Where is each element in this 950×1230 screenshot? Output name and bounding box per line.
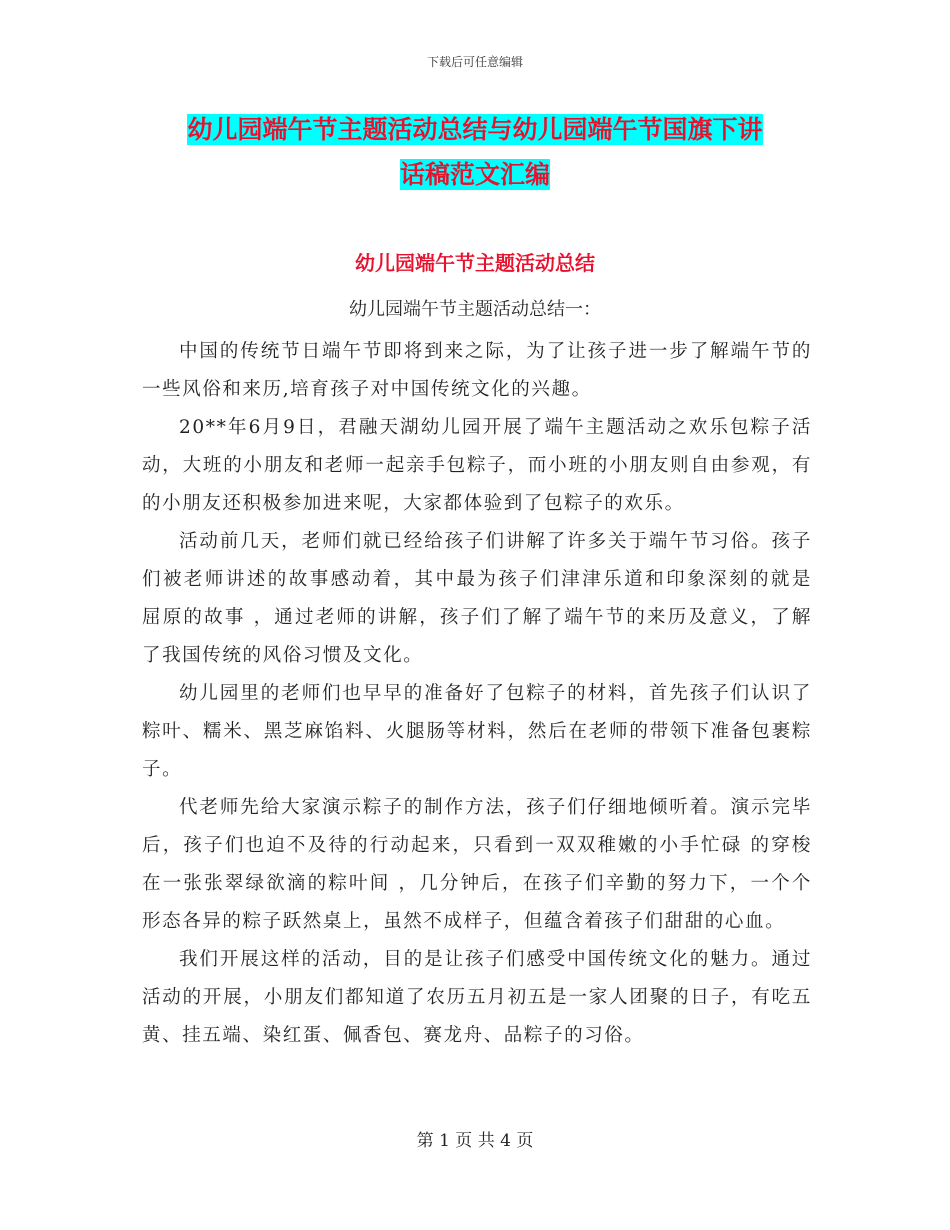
paragraph: 幼儿园里的老师们也早早的准备好了包粽子的材料，首先孩子们认识了粽叶、糯米、黑芝麻馅料、火腿肠等材料，然后在老师的带领下准备包裹粽子。 (142, 683, 812, 780)
paragraph: 活动前几天，老师们就已经给孩子们讲解了许多关于端午节习俗。孩子们被老师讲述的故事感动着，其中最为孩子们津津乐道和印象深刻的就是 屈原的故事 ，通过老师的讲解，孩子们了解了端午节的来历及意义，了解了我国传统的风俗习惯及文化。 (142, 531, 812, 666)
body-text (142, 333, 812, 1055)
subheading: 幼儿园端午节主题活动总结一： (349, 299, 601, 320)
paragraph: 我们开展这样的活动，目的是让孩子们感受中国传统文化的魅力。通过活动的开展，小朋友们都知道了农历五月初五是一家人团聚的日子，有吃五黄、挂五端、染红蛋、佩香包、赛龙舟、品粽子的习俗。 (142, 949, 812, 1046)
document-title-line-1 (0, 113, 950, 147)
document-title-line-2 (0, 158, 950, 192)
paragraph: 20**年6月9日，君融天湖幼儿园开展了端午主题活动之欢乐包粽子活动，大班的小朋友和老师一起亲手包粽子，而小班的小朋友则自由参观，有的小朋友还积极参加进来呢，大家都体验到了包粽子的欢乐。 (142, 417, 812, 514)
document-title-text-1: 幼儿园端午节主题活动总结与幼儿园端午节国旗下讲 (187, 115, 763, 144)
paragraph: 中国的传统节日端午节即将到来之际，为了让孩子进一步了解端午节的一些风俗和来历,培育孩子对中国传统文化的兴趣。 (142, 341, 812, 400)
page-header-note: 下载后可任意编辑 (426, 55, 523, 69)
document-title-text-2: 话稿范文汇编 (399, 160, 550, 189)
page-footer: 第 1 页 共 4 页 (416, 1131, 534, 1151)
section-heading: 幼儿园端午节主题活动总结 (355, 251, 595, 275)
paragraph: 代老师先给大家演示粽子的制作方法，孩子们仔细地倾听着。演示完毕后，孩子们也迫不及待的行动起来，只看到一双双稚嫩的小手忙碌 的穿梭在一张张翠绿欲滴的粽叶间 ，几分钟后，在孩子们辛勤的努力下，一个个形态各异的粽子跃然桌上，虽然不成样子，但蕴含着孩子们甜甜的心血。 (142, 797, 812, 932)
